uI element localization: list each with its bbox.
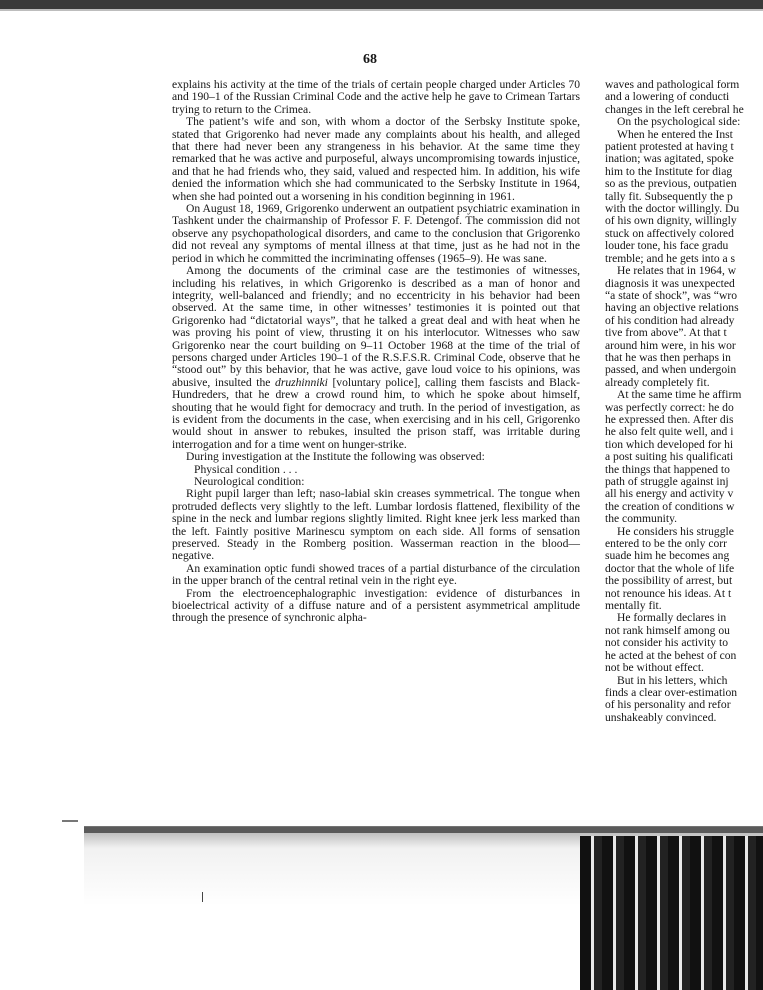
right-column-line: with the doctor willingly. Du [605, 202, 740, 216]
right-text-column [605, 79, 763, 724]
italic-term: druzhinniki [275, 375, 328, 389]
left-paragraph: Physical condition . . . [194, 462, 298, 476]
right-column-line: tion which developed for hi [605, 437, 734, 451]
right-column-line: of his personality and refor [605, 698, 731, 712]
scan-top-edge-shadow [0, 9, 763, 11]
right-column-line: he also felt quite well, and i [605, 425, 734, 439]
right-column-line: suade him he becomes ang [605, 549, 730, 563]
right-column-line: not consider his activity to [605, 636, 729, 650]
right-column-line: already completely fit. [605, 375, 710, 389]
right-column-line: changes in the left cerebral he [605, 102, 744, 116]
right-column-line: ination; was agitated, spoke [605, 152, 734, 166]
right-column-line: the possibility of arrest, but [605, 574, 733, 588]
right-column-line: tally fit. Subsequently the p [605, 189, 733, 203]
right-column-line: passed, and when undergoin [605, 363, 737, 377]
scan-top-edge [0, 0, 763, 9]
right-column-line: not renounce his ideas. At t [605, 586, 732, 600]
right-column-line: was perfectly correct: he do [605, 400, 734, 414]
right-column-line: a post suiting his qualificati [605, 450, 734, 464]
right-column-line: not be without effect. [605, 661, 704, 675]
left-paragraph: Among the documents of the criminal case are the testimonies of witnesses, including his relatives, in which Grigorenko is described as a man of honor and integrity, well-balanced and friendly; and no eccentricity in his behavior had been observed. At the same time, in other witnesses’ testimonies it is pointed out that Grigorenko had “dictatorial ways”, that he talked a great deal and with heat when he was proving his point of view, thrusting it on his interlocutor. Witnesses who saw Grigorenko near the court building on 9–11 October 1968 at the time of the trial of persons charged under Articles 190–1 of the R.S.F.S.R. Criminal Code, observe that he “stood out” by this behavior, that he was active, gave loud voice to his opinions, was abusive, insulted the druzhinniki [voluntary police], calling them fascists and Black-Hundreders, that he drew a crowd round him, to which he spoke about himself, shouting that he would fight for democracy and truth. In the period of investigation, as is evident from the documents in the case, when exercising and in his cell, Grigorenko would shout in answer to rebukes, insulted the prison staff, was irritable during interrogation and for a time went on hunger-strike. [172, 264, 580, 451]
right-column-line: of his own dignity, willingly [605, 214, 737, 228]
right-column-line: the community. [605, 512, 678, 526]
right-column-line: he expressed then. After dis [605, 412, 734, 426]
right-column-line: mentally fit. [605, 599, 662, 613]
right-column-line: not rank himself among ou [605, 623, 730, 637]
right-column-line: unshakeably convinced. [605, 710, 717, 724]
right-column-line: the creation of conditions w [605, 499, 735, 513]
right-column-line: so as the previous, outpatien [605, 177, 737, 191]
right-column-line: tive from above”. At that t [605, 326, 727, 340]
right-column-line: louder tone, his face gradu [605, 239, 729, 253]
left-paragraph: Right pupil larger than left; naso-labial skin creases symmetrical. The tongue when protruded deflects very slightly to the left. Lumbar lordosis flattened, flexibility of the spine in the neck and lumbar regions slightly limited. Right knee jerk less marked than the left. Faintly positive Marinescu symptom on each side. All forms of sensation preserved. Steady in the Romberg position. Wasserman reaction in the blood—negative. [172, 487, 580, 563]
scan-margin-mark [62, 820, 78, 822]
left-paragraph: On August 18, 1969, Grigorenko underwent an outpatient psychiatric examination in Tashkent under the chairmanship of Professor F. F. Detengof. The commission did not observe any psychopathological disorders, and came to the conclusion that Grigorenko did not reveal any symptoms of mental illness at that time, just as he had not in the period in which he committed the incriminating offenses (1965–9). He was sane. [172, 202, 580, 265]
right-column-line: He considers his struggle [617, 524, 734, 538]
right-column-line: stuck on affectively colored [605, 226, 734, 240]
right-column-line: path of struggle against inj [605, 475, 729, 488]
right-column-line: he acted at the behest of con [605, 648, 737, 662]
left-text-column [172, 79, 580, 625]
left-paragraph: Neurological condition: [194, 475, 305, 488]
left-paragraph: The patient’s wife and son, with whom a doctor of the Serbsky Institute spoke, stated that Grigorenko had never made any complaints about his health, and alleged that there had never been any strangeness in his behavior. At the same time they remarked that he was active and purposeful, always uncompromising towards injustice, and that he had friends who, they said, valued and respected him. In addition, his wife denied the information which she had communicated to the Serbsky Institute in 1964, when she had pointed out a worsening in his condition beginning in 1961. [172, 115, 580, 203]
right-column-line: He relates that in 1964, w [617, 264, 737, 278]
right-column-line: tremble; and he gets into a s [605, 251, 736, 265]
right-column-line: “a state of shock”, was “wro [605, 288, 737, 302]
right-column-line: patient protested at having t [605, 140, 734, 154]
right-column-line: and a lowering of conducti [605, 90, 730, 104]
right-column-line: entered to be the only corr [605, 537, 728, 551]
right-column-line: him to the Institute for diag [605, 164, 733, 178]
left-paragraph: From the electroencephalographic investigation: evidence of disturbances in bioelectrical activity of a diffuse nature and of a persistent asymmetrical amplitude through the presence of synchronic alpha- [172, 586, 580, 625]
right-column-line: finds a clear over-estimation [605, 685, 738, 699]
right-column-line: diagnosis it was unexpected [605, 276, 735, 290]
right-column-line: When he entered the Inst [617, 127, 733, 141]
page-number: 68 [363, 52, 377, 67]
left-paragraph: An examination optic fundi showed traces of a partial disturbance of the circulation in the upper branch of the central retinal vein in the right eye. [172, 561, 580, 588]
right-column-line: having an objective relations [605, 301, 739, 315]
scan-bottom-edge [84, 827, 763, 833]
right-column-line: all his energy and activity v [605, 487, 734, 501]
right-column-line: At the same time he affirm [617, 388, 742, 402]
right-column-line: He formally declares in [617, 611, 727, 625]
left-paragraph: During investigation at the Institute the following was observed: [186, 450, 485, 464]
right-column-line: that he was then perhaps in [605, 350, 731, 364]
right-column-line: But in his letters, which [617, 673, 728, 687]
left-paragraph: explains his activity at the time of the trials of certain people charged under Articles 70 and 190–1 of the Russian Criminal Code and the active help he gave to Crimean Tartars trying to return to the Crimea. [172, 78, 580, 116]
scan-dark-region [580, 836, 763, 990]
right-column-line: around him were, in his wor [605, 338, 736, 352]
right-column-line: On the psychological side: [617, 115, 741, 129]
right-column-line: waves and pathological form [605, 78, 740, 91]
right-column-line: doctor that the whole of life [605, 561, 735, 575]
right-column-line: the things that happened to [605, 462, 730, 476]
scan-speck [202, 892, 203, 902]
right-column-line: of his condition had already [605, 313, 735, 327]
